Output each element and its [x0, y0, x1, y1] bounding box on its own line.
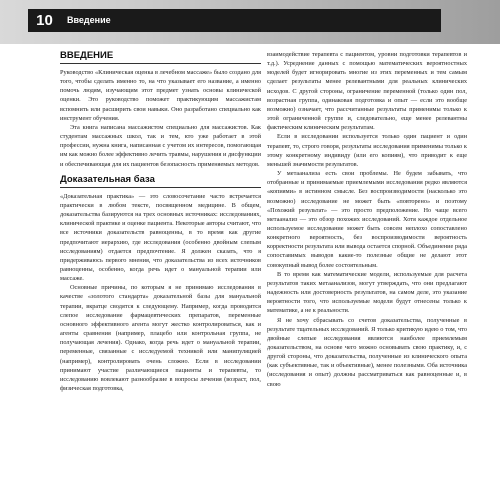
section-heading-introduction: ВВЕДЕНИЕ: [60, 50, 261, 64]
paragraph: У метаанализа есть свои проблемы. Не будем забывать, что отобранные и принимаемые приемлемыми исследования редко являются «копиями» в истинном смысле. Без воспроизводимости (насколько это возможно) исследование не может быть «повторено» и поэтому «Похожий результат» — это просто предположение. Но чаще всего метаанализ — это обзор похожих исследований. Хотя каждое отдельное используемое исследование может быть совсем неплохо сопоставлено конкретного вероятность, без воспроизводимости вероятность корректности результата или вывода остается спорной. Объединение ряда сопоставимых выводов какие-то полезные общие не делают этот совокупный вывод более состоятельным.: [267, 170, 467, 269]
header-band: [0, 0, 500, 44]
right-column: [267, 50, 467, 389]
paragraph: В то время как математические модели, используемые для расчета результатов таких метаанализов, могут утверждать, что они предлагают надежность или достоверность результатов, на самом деле, это указание вероятности того, что используемые модели будут отнесены только к математике, а не к реальности.: [267, 270, 467, 315]
paragraph: Основные причины, по которым я не принимаю исследования в качестве «золотого стандарта» доказательной базы для мануальной терапии, вкратце сводятся к следующему. Например, когда проводится слепое исследование фармацевтических препаратов, переменные основного эффективного агента могут жестко контролироваться, как и агенты сравнения (например, плацебо или контрольная группа, не получающая лечения). Однако, когда речь идет о мануальной терапии, переменные, связанные с исследуемой техникой или манипуляцией (например), контролировать очень сложно. Если в исследовании принимают участие различающиеся пациенты и терапевты, то исследованию вовлекают разнообразие в вопросы лечения (возраст, пол, физическая подготовка,: [60, 284, 261, 392]
paragraph: «Доказательная практика» — это словосочетание часто встречается практически в любом тексте, посвященном медицине. В общем, доказательства базируются на трех основных источниках: исследованиях, клинической практике и оценке пациента. Некоторые авторы считают, что все источники доказательств равноценны, в то время как другие предпочитают иерархию, где исследования (особенно двойным слепым исследованиям) отдается предпочтение. Я должен сказать, что я придерживаюсь первого мнения, что доказательства из всех источников равноценны, особенно, когда речь идет о мануальной терапии или массаже.: [60, 192, 261, 283]
paragraph: Я не хочу сбрасывать со счетов доказательства, полученные в результате тщательных исследований. Я только критикую идею о том, что двойные слепые исследования являются наиболее приемлемым доказательством, на основе чего можно основывать свою практику, и, с другой стороны, что доказательства, полученные из клинического опыта (как субъективные, так и объективные), менее полезными. Оба источника (исследования и опыт) должны рассматриваться как равноценные и, в свою: [267, 316, 467, 388]
paragraph: Если в исследовании используется только один пациент и один терапевт, то, строго говоря, результаты исследования применимы только к этому конкретному индивиду (или его копиям), что приводит к еще меньшей значимости результатов.: [267, 133, 467, 168]
left-column: [60, 50, 261, 393]
running-title: Введение: [61, 9, 441, 32]
paragraph: Руководство «Клиническая оценка в лечебном массаже» было создано для того, чтобы сделать именно то, на что указывает его название, а именно помочь людям, изучающим этот предмет узнать основы клинической оценки. Это руководство поможет практикующим массажистам вспомнить или расширить свои навыки. Оно разработано специально как инструмент обучения.: [60, 69, 261, 122]
paragraph: Эта книга написана массажистом специально для массажистов. Как студентам массажных школ, так и тем, кто уже работает в этой профессии, нужна книга, написанная с учетом их интересов, помогающая им как можно более эффективно лечить травмы, нарушения и дисфункции и обеспечивающая для их пациентов безопасность применяемых методов.: [60, 123, 261, 168]
section-heading-evidence-base: Доказательная база: [60, 174, 261, 188]
page-number: 10: [28, 9, 61, 32]
paragraph: взаимодействие терапевта с пациентом, уровни подготовки терапевтов и т.д.). Усреднение данных с помощью математических вероятностных моделей будет игнорировать многие из этих переменных и тем самым сделает результаты менее релевантными для реальных клинических исходов. С другой стороны, ограничение переменной (только один пол, возрастная группа, одинаковая подготовка и опыт — если это вообще возможно) означает, что рассчитанные результаты применимы только к этой ограниченной группе и, следовательно, еще менее релевантны фактическим клиническим результатам.: [267, 51, 467, 132]
